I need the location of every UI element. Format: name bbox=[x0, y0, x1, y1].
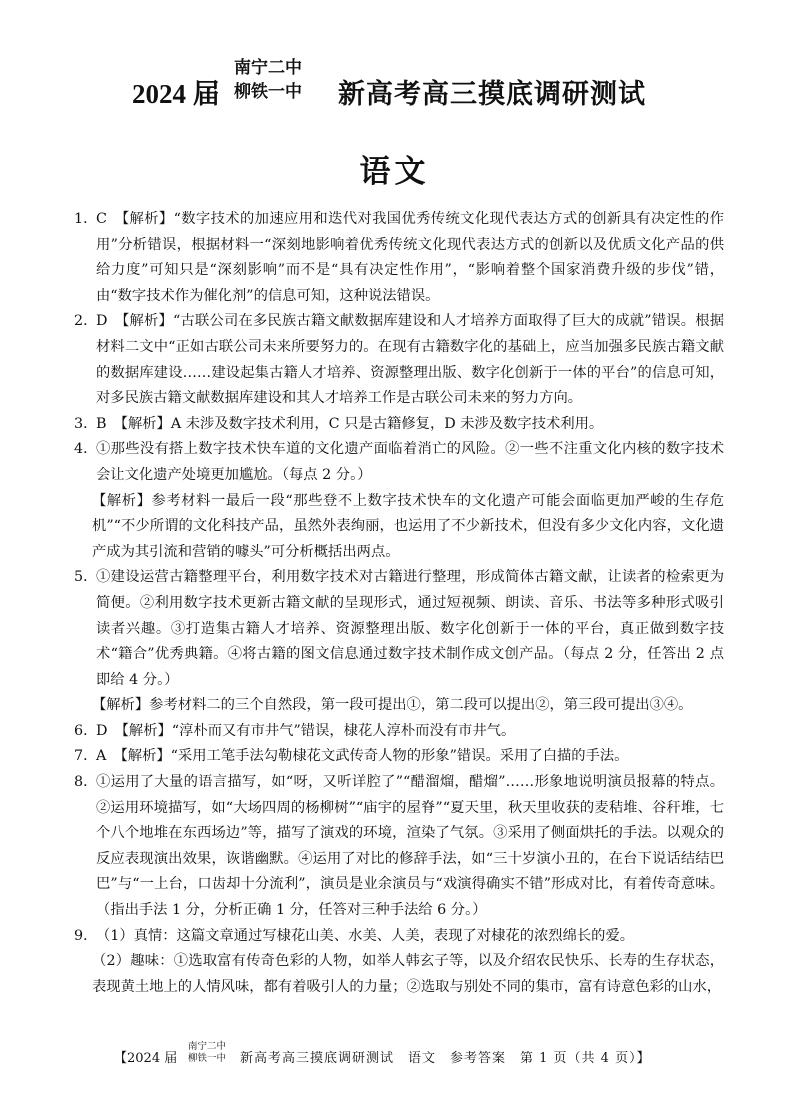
answer-number: 1． bbox=[74, 211, 98, 227]
footer-school-2: 柳铁一中 bbox=[188, 1053, 227, 1064]
answer-note: （2）趣味：①选取富有传奇色彩的人物，如举人韩玄子等，以及介绍农民快乐、长寿的生存状态，表现黄土地上的人情风味，都有着吸引人的力量；②选取与别处不同的集市，富有诗意色彩的山水， bbox=[92, 953, 724, 995]
school-names bbox=[234, 56, 302, 104]
answer-item bbox=[0, 565, 789, 693]
answer-item bbox=[0, 309, 789, 411]
answer-note: 【解析】参考材料一最后一段“那些登不上数字技术快车的文化遗产可能会面临更加严峻的生存危机”“不少所谓的文化科技产品，虽然外表绚丽，也运用了不少新技术，但没有多少文化内容，文化遗产成为其引流和营销的噱头”可分析概括出两点。 bbox=[92, 492, 724, 560]
answer-item bbox=[0, 719, 789, 745]
answer-text: （1）真情：这篇文章通过写棣花山美、水美、人美，表现了对棣花的浓烈绵长的爱。 bbox=[96, 927, 635, 944]
answer-list bbox=[0, 207, 789, 1000]
school-name-2: 柳铁一中 bbox=[234, 82, 302, 102]
answer-text: ①建设运营古籍整理平台，利用数字技术对古籍进行整理，形成简体古籍文献，让读者的检索更为简便。②利用数字技术更新古籍文献的呈现形式，通过短视频、朗读、音乐、书法等多种形式吸引读者兴趣。③打造集古籍人才培养、资源整理出版、数字化创新于一体的平台，真正做到数字技术“籍合”优秀典籍。④将古籍的图文信息通过数字技术制作成文创产品。（每点 2 分，任答出 2 点即给 4 分。） bbox=[96, 569, 724, 688]
page-header bbox=[0, 52, 789, 112]
page-footer bbox=[0, 1043, 789, 1067]
answer-item bbox=[0, 437, 789, 488]
school-name-1: 南宁二中 bbox=[234, 58, 302, 78]
answer-number: 6． bbox=[74, 722, 98, 739]
answer-number: 2． bbox=[74, 313, 98, 330]
answer-number: 5． bbox=[74, 569, 98, 586]
exam-year: 2024 届 bbox=[132, 79, 220, 109]
answer-text: A 【解析】“采用工笔手法勾勒棣花文武传奇人物的形象”错误。采用了白描的手法。 bbox=[96, 748, 629, 765]
answer-number: 3． bbox=[74, 415, 98, 432]
answer-text: ①那些没有搭上数字技术快车道的文化遗产面临着消亡的风险。②一些不注重文化内核的数字技术会让文化遗产处境更加尴尬。（每点 2 分。） bbox=[96, 441, 724, 483]
answer-note: 【解析】参考材料二的三个自然段，第一段可提出①，第二段可以提出②，第三段可提出③④。 bbox=[92, 697, 693, 714]
answer-text: D 【解析】“古联公司在多民族古籍文献数据库建设和人才培养方面取得了巨大的成就”错误。根据材料二文中“正如古联公司未来所要努力的。在现有古籍数字化的基础上，应当加强多民族古籍文献的数据库建设……建设起集古籍人才培养、资源整理出版、数字化创新于一体的平台”的信息可知，对多民族古籍文献数据库建设和其人才培养工作是古联公司未来的努力方向。 bbox=[96, 313, 724, 407]
answer-item bbox=[0, 207, 789, 309]
subject-title: 语文 bbox=[359, 154, 430, 190]
answer-number: 7． bbox=[74, 748, 98, 765]
answer-text: B 【解析】A 未涉及数字技术利用，C 只是古籍修复，D 未涉及数字技术利用。 bbox=[96, 415, 604, 432]
answer-text: ①运用了大量的语言描写，如“呀，又听详腔了”“醋溜熘，醋熘”……形象地说明演员报幕的特点。②运用环境描写，如“大场四周的杨柳树”“庙宇的屋脊”“夏天里，秋天里收获的麦秸堆、谷秆堆，七个八个地堆在东西场边”等，描写了演戏的环境，渲染了气氛。③采用了侧面烘托的手法。以观众的反应表现演出效果，诙谐幽默。④运用了对比的修辞手法，如“三十岁演小丑的，在台下说话结结巴巴”与“一上台，口齿却十分流利”，演员是业余演员与“戏演得确实不错”形成对比，有着传奇意味。（指出手法 1 分，分析正确 1 分，任答对三种手法给 6 分。） bbox=[96, 774, 724, 919]
answer-number: 9． bbox=[74, 927, 98, 944]
answer-text: D 【解析】“淳朴而又有市井气”错误，棣花人淳朴而没有市井气。 bbox=[96, 722, 516, 739]
answer-item bbox=[0, 412, 789, 438]
footer-page-info: 新高考高三摸底调研测试 语文 参考答案 第 1 页（共 4 页）】 bbox=[240, 1051, 651, 1066]
footer-year: 【2024 届 bbox=[114, 1051, 178, 1066]
footer-school-names bbox=[188, 1041, 226, 1065]
answer-text: C 【解析】“数字技术的加速应用和迭代对我国优秀传统文化现代表达方式的创新具有决定性的作用”分析错误，根据材料一“深刻地影响着优秀传统文化现代表达方式的创新以及优质文化产品的供给力度”可知只是“深刻影响”而不是“具有决定性作用”，“影响着整个国家消费升级的步伐”错，由“数字技术作为催化剂”的信息可知，这种说法错误。 bbox=[96, 211, 724, 304]
exam-title: 新高考高三摸底调研测试 bbox=[338, 79, 646, 110]
answer-item bbox=[0, 924, 789, 950]
footer-school-1: 南宁二中 bbox=[188, 1041, 227, 1052]
answer-item bbox=[0, 744, 789, 770]
answer-number: 8． bbox=[74, 774, 98, 791]
answer-number: 4． bbox=[74, 441, 98, 458]
answer-item bbox=[0, 770, 789, 924]
